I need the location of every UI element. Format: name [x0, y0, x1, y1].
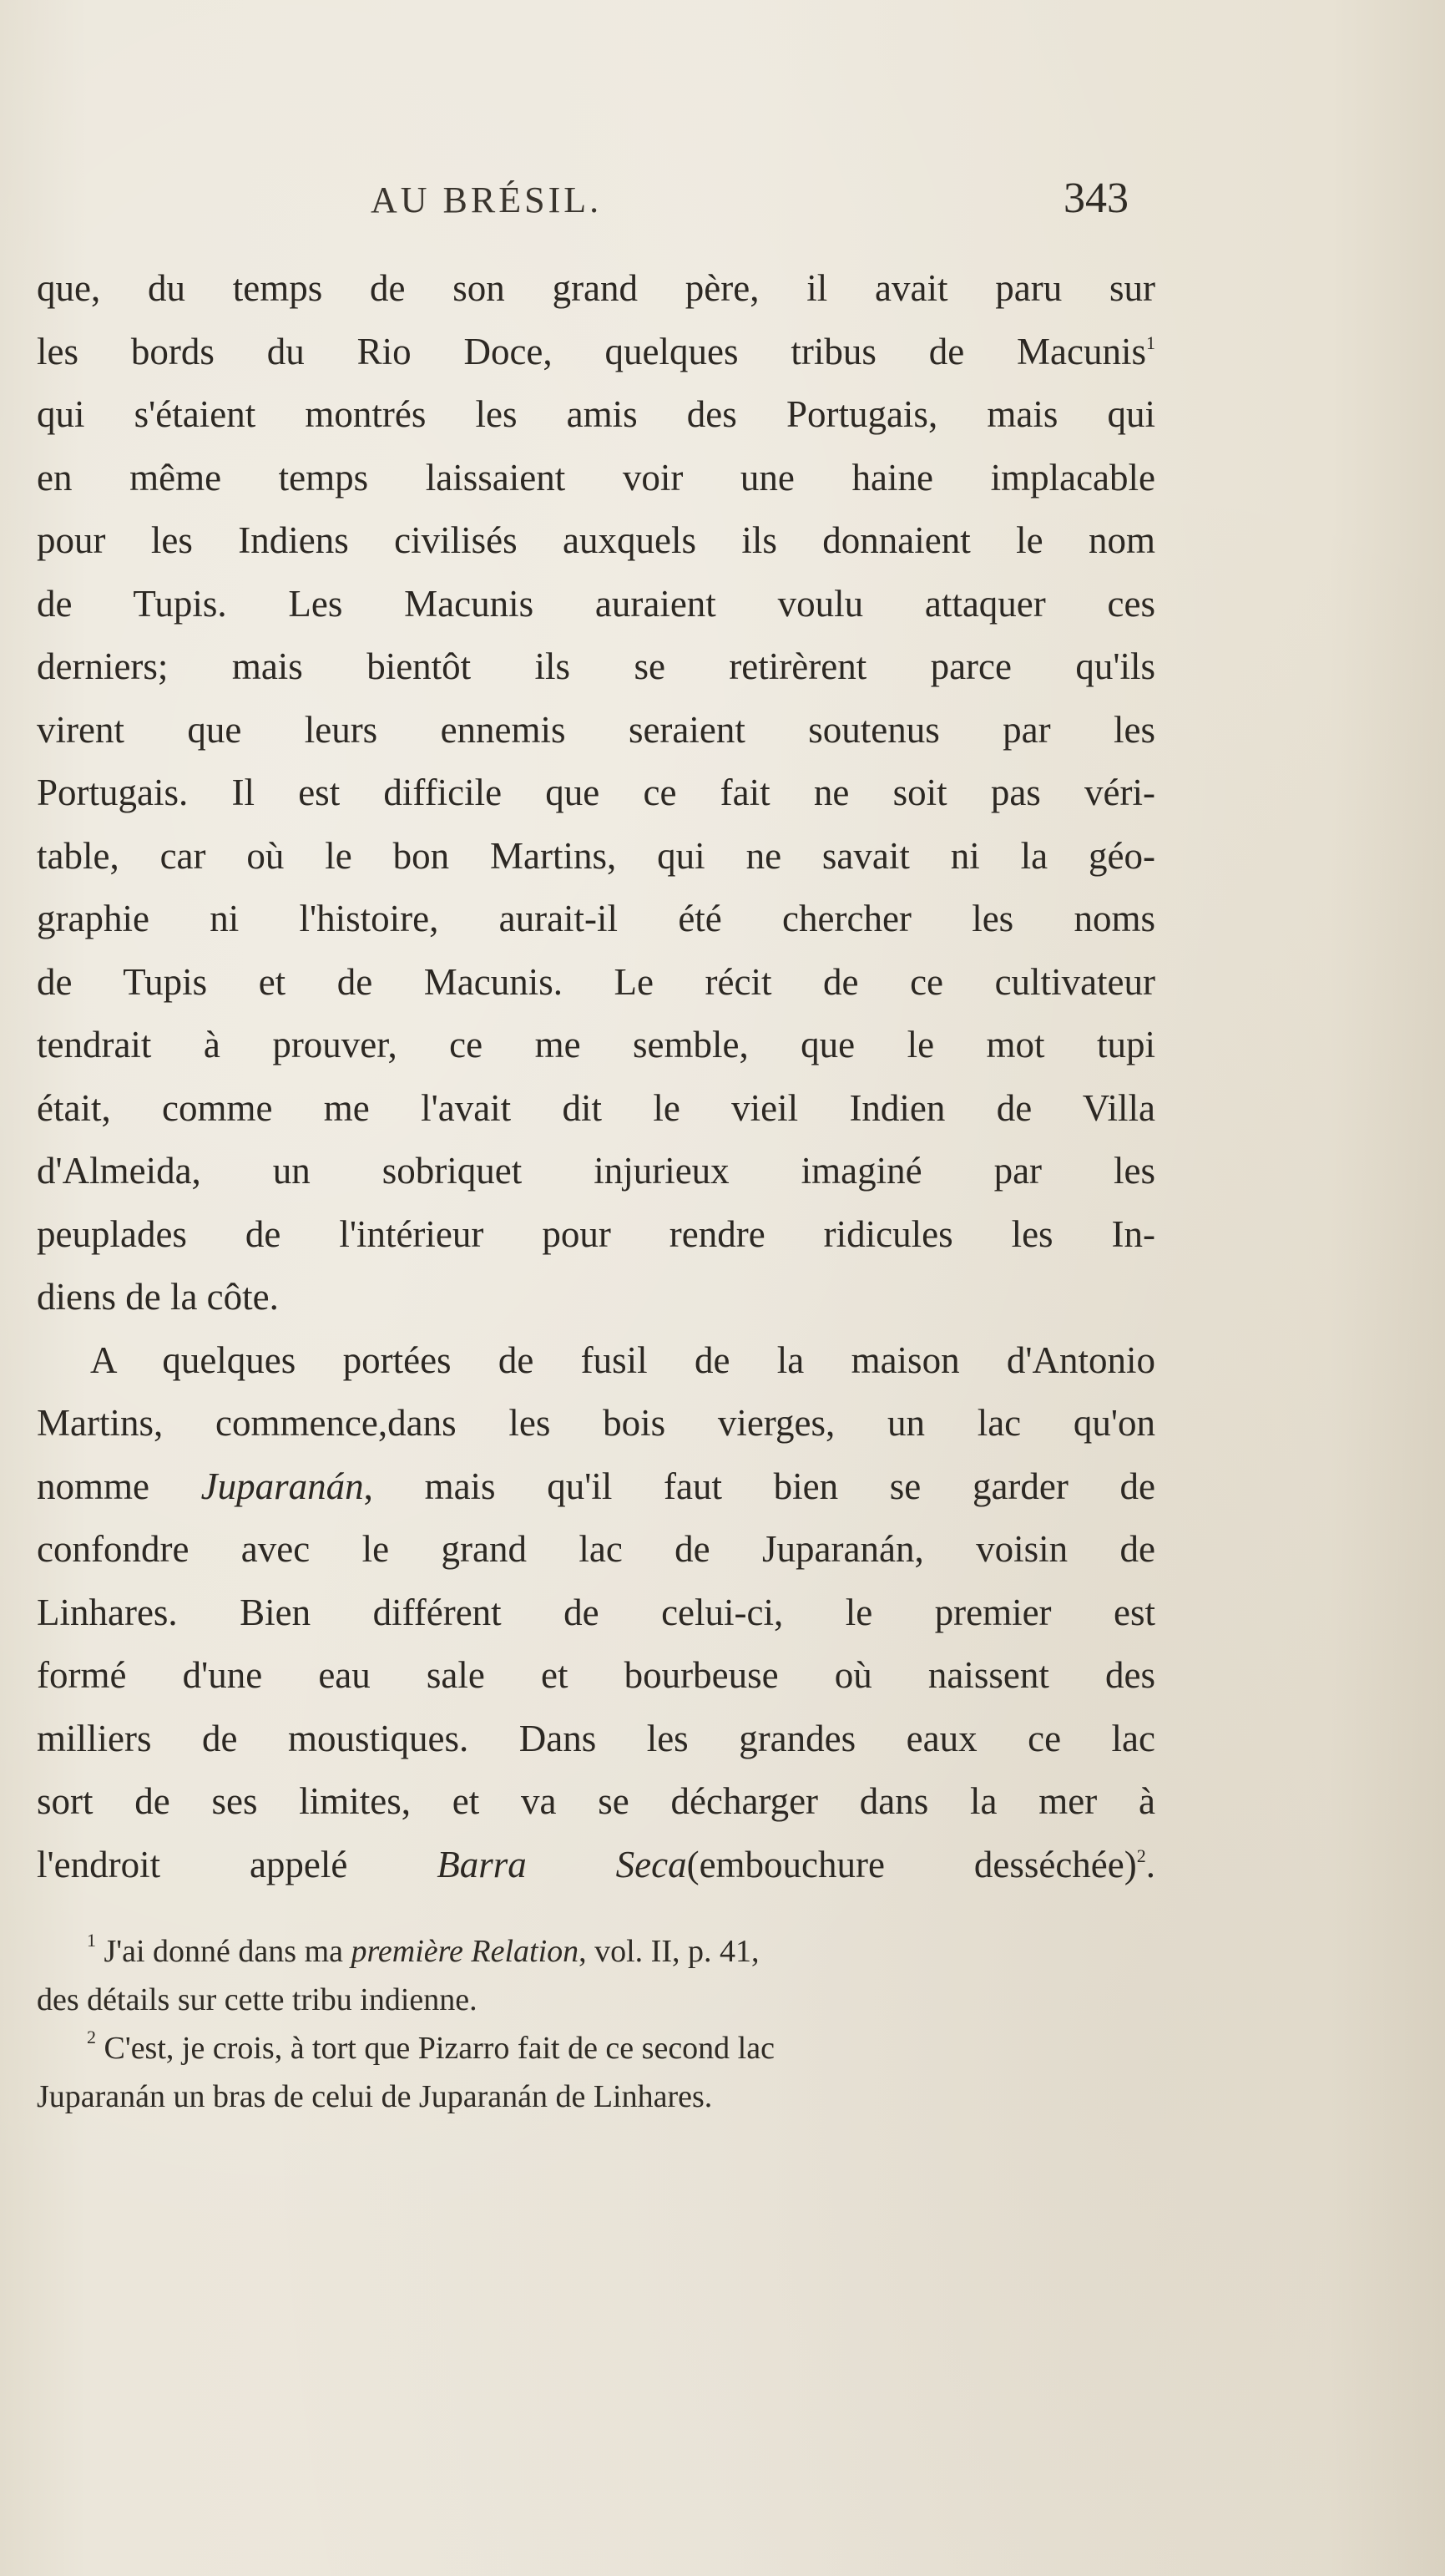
- text-line: l'endroit appelé Barra Seca(embouchure desséchée)$^2$.: [37, 1843, 1155, 1885]
- paragraph-1: [37, 257, 1155, 1329]
- text-line: nomme Juparanán, mais qu'il faut bien se garder de: [37, 1465, 1155, 1507]
- footnote-1-line-2: des détails sur cette tribu indienne.: [37, 1982, 477, 2017]
- page-number: 343: [1064, 175, 1129, 222]
- text-line: derniers; mais bientôt ils se retirèrent parce qu'ils: [37, 645, 1155, 687]
- text-line: de Tupis. Les Macunis auraient voulu attaquer ces: [37, 582, 1155, 625]
- footnote-1: $^1$ J'ai donné dans ma première Relation, vol. II, p. 41,: [87, 1930, 760, 1969]
- text-line: pour les Indiens civilisés auxquels ils donnaient le nom: [37, 519, 1155, 561]
- text-line: Linhares. Bien différent de celui-ci, le premier est: [37, 1591, 1155, 1633]
- footnote-2: $^2$ C'est, je crois, à tort que Pizarro fait de ce second lac: [87, 2027, 775, 2066]
- paragraph-2: [37, 1329, 1155, 1897]
- text-line: sort de ses limites, et va se décharger dans la mer à: [37, 1780, 1155, 1822]
- text-line: confondre avec le grand lac de Juparanán, voisin de: [37, 1528, 1155, 1570]
- footnote-mark: 2: [87, 2027, 96, 2047]
- text-line: était, comme me l'avait dit le vieil Indien de Villa: [37, 1086, 1155, 1129]
- text-line: Portugais. Il est difficile que ce fait ne soit pas véri-: [37, 772, 1155, 813]
- text-line: qui s'étaient montrés les amis des Portugais, mais qui: [37, 393, 1155, 435]
- text-line: A quelques portées de fusil de la maison d'Antonio: [90, 1339, 1155, 1381]
- text-line: Martins, commence,dans les bois vierges, un lac qu'on: [37, 1402, 1155, 1444]
- text-line: peuplades de l'intérieur pour rendre ridicules les In-: [37, 1212, 1155, 1255]
- page-header: [37, 175, 1161, 229]
- footnote-2-line-2: Juparanán un bras de celui de Juparanán de Linhares.: [37, 2079, 713, 2114]
- text-line: diens de la côte.: [37, 1276, 279, 1318]
- text-line: tendrait à prouver, ce me semble, que le mot tupi: [37, 1024, 1155, 1065]
- text-line: de Tupis et de Macunis. Le récit de ce cultivateur: [37, 960, 1155, 1003]
- text-line: graphie ni l'histoire, aurait-il été chercher les noms: [37, 898, 1155, 939]
- running-head: AU BRÉSIL.: [371, 180, 603, 220]
- footnote-marker: 2: [1136, 1845, 1146, 1866]
- text-line: table, car où le bon Martins, qui ne savait ni la géo-: [37, 834, 1155, 877]
- footnote-marker: 1: [1146, 331, 1155, 353]
- main-text: [37, 257, 1155, 1896]
- text-line: virent que leurs ennemis seraient soutenus par les: [37, 708, 1155, 751]
- text-line: en même temps laissaient voir une haine implacable: [37, 456, 1155, 498]
- text-line: formé d'une eau sale et bourbeuse où naissent des: [37, 1654, 1155, 1696]
- footnote-mark: 1: [87, 1930, 96, 1951]
- text-line: les bords du Rio Doce, quelques tribus de Macunis$^1$: [37, 330, 1155, 372]
- text-line: que, du temps de son grand père, il avait paru sur: [37, 267, 1155, 309]
- place-name-italic: Barra Seca: [437, 1843, 687, 1885]
- place-name-italic: Juparanán: [200, 1465, 364, 1507]
- text-line: milliers de moustiques. Dans les grandes eaux ce lac: [37, 1717, 1155, 1759]
- text-line: d'Almeida, un sobriquet injurieux imaginé par les: [37, 1150, 1155, 1192]
- footnotes: [37, 1927, 1155, 2121]
